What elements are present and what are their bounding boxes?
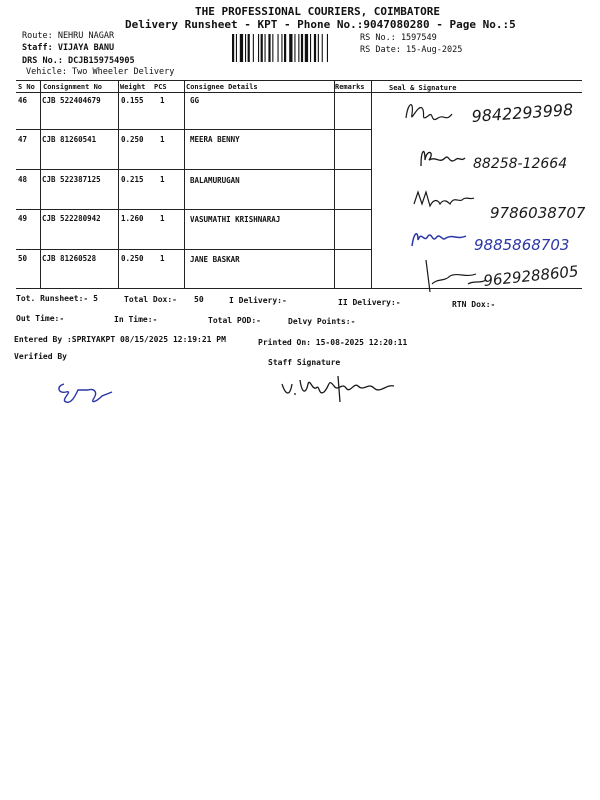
row-pcs: 1 xyxy=(160,214,165,223)
rs-number: RS No.: 1597549 xyxy=(360,33,437,43)
row-weight: 0.215 xyxy=(121,175,144,184)
col-divider xyxy=(118,80,119,288)
printed-on: Printed On: 15-08-2025 12:20:11 xyxy=(258,338,408,347)
table-header-rule xyxy=(16,92,582,93)
svg-text:9842293998: 9842293998 xyxy=(470,99,574,126)
row-weight: 0.250 xyxy=(121,254,144,263)
in-time-label: In Time:- xyxy=(114,315,158,324)
header-seal: Seal & Signature xyxy=(389,84,457,92)
vehicle-label: Vehicle: Two Wheeler Delivery xyxy=(26,67,175,77)
rs-date: RS Date: 15-Aug-2025 xyxy=(360,45,463,55)
row-sno: 46 xyxy=(18,96,28,105)
row-divider xyxy=(16,129,371,130)
row-consignment: CJB 522280942 xyxy=(42,214,101,223)
total-dox-label: Total Dox:- xyxy=(124,295,177,304)
row-pcs: 1 xyxy=(160,96,165,105)
row-consignment: CJB 522404679 xyxy=(42,96,101,105)
signature-row-46 xyxy=(400,96,585,132)
ii-delivery-label: II Delivery:- xyxy=(338,298,401,307)
entered-by: Entered By :SPRIYAKPT 08/15/2025 12:19:21 PM xyxy=(14,335,226,344)
col-divider xyxy=(40,80,41,288)
col-divider xyxy=(184,80,185,288)
staff-signature xyxy=(278,370,410,410)
row-weight: 0.250 xyxy=(121,135,144,144)
tot-runsheet: Tot. Runsheet:- 5 xyxy=(16,294,98,303)
svg-text:9629288605: 9629288605 xyxy=(482,262,580,290)
header-weight: Weight xyxy=(120,83,146,91)
table-top-rule xyxy=(16,80,582,81)
row-sno: 47 xyxy=(18,135,28,144)
delvy-points-label: Delvy Points:- xyxy=(288,317,356,326)
header-consignee: Consignee Details xyxy=(186,83,258,91)
row-consignment: CJB 81260528 xyxy=(42,254,97,263)
row-sno: 50 xyxy=(18,254,28,263)
row-sno: 48 xyxy=(18,175,28,184)
runsheet-title: Delivery Runsheet - KPT - Phone No.:9047080280 - Page No.:5 xyxy=(125,18,516,31)
company-title: THE PROFESSIONAL COURIERS, COIMBATORE xyxy=(195,5,441,18)
row-consignee: MEERA BENNY xyxy=(190,135,240,144)
row-consignment: CJB 81260541 xyxy=(42,135,97,144)
row-divider xyxy=(16,249,371,250)
header-pcs: PCS xyxy=(154,83,167,91)
staff-label: Staff: VIJAYA BANU xyxy=(22,43,115,53)
col-divider xyxy=(371,80,372,288)
drs-number: DRS No.: DCJB159754905 xyxy=(22,56,135,66)
row-pcs: 1 xyxy=(160,175,165,184)
verified-by-label: Verified By xyxy=(14,352,67,361)
svg-text:88258-12664: 88258-12664 xyxy=(473,156,568,172)
signature-row-50 xyxy=(418,254,584,296)
row-consignment: CJB 522387125 xyxy=(42,175,101,184)
signature-row-48 xyxy=(410,186,585,222)
barcode-image xyxy=(232,34,356,62)
i-delivery-label: I Delivery:- xyxy=(229,296,287,305)
row-weight: 1.260 xyxy=(121,214,144,223)
row-weight: 0.155 xyxy=(121,96,144,105)
row-divider xyxy=(16,209,371,210)
route-label: Route: NEHRU NAGAR xyxy=(22,31,115,41)
rtn-dox-label: RTN Dox:- xyxy=(452,300,496,309)
header-remarks: Remarks xyxy=(335,83,365,91)
row-sno: 49 xyxy=(18,214,28,223)
header-consignment: Consignment No xyxy=(43,83,103,91)
out-time-label: Out Time:- xyxy=(16,314,65,323)
svg-text:9786038707: 9786038707 xyxy=(490,204,585,222)
row-consignee: BALAMURUGAN xyxy=(190,176,240,185)
row-consignee: VASUMATHI KRISHNARAJ xyxy=(190,215,281,224)
header-sno: S No xyxy=(18,83,35,91)
svg-text:9885868703: 9885868703 xyxy=(474,236,570,254)
col-divider xyxy=(334,80,335,288)
row-pcs: 1 xyxy=(160,254,165,263)
row-consignee: GG xyxy=(190,96,200,105)
signature-row-47 xyxy=(415,140,585,176)
row-pcs: 1 xyxy=(160,135,165,144)
staff-signature-label: Staff Signature xyxy=(268,358,341,367)
total-pod-label: Total POD:- xyxy=(208,316,261,325)
row-consignee: JANE BASKAR xyxy=(190,255,240,264)
row-divider xyxy=(16,169,371,170)
verifier-signature xyxy=(54,376,120,406)
total-dox-value: 50 xyxy=(194,295,204,304)
